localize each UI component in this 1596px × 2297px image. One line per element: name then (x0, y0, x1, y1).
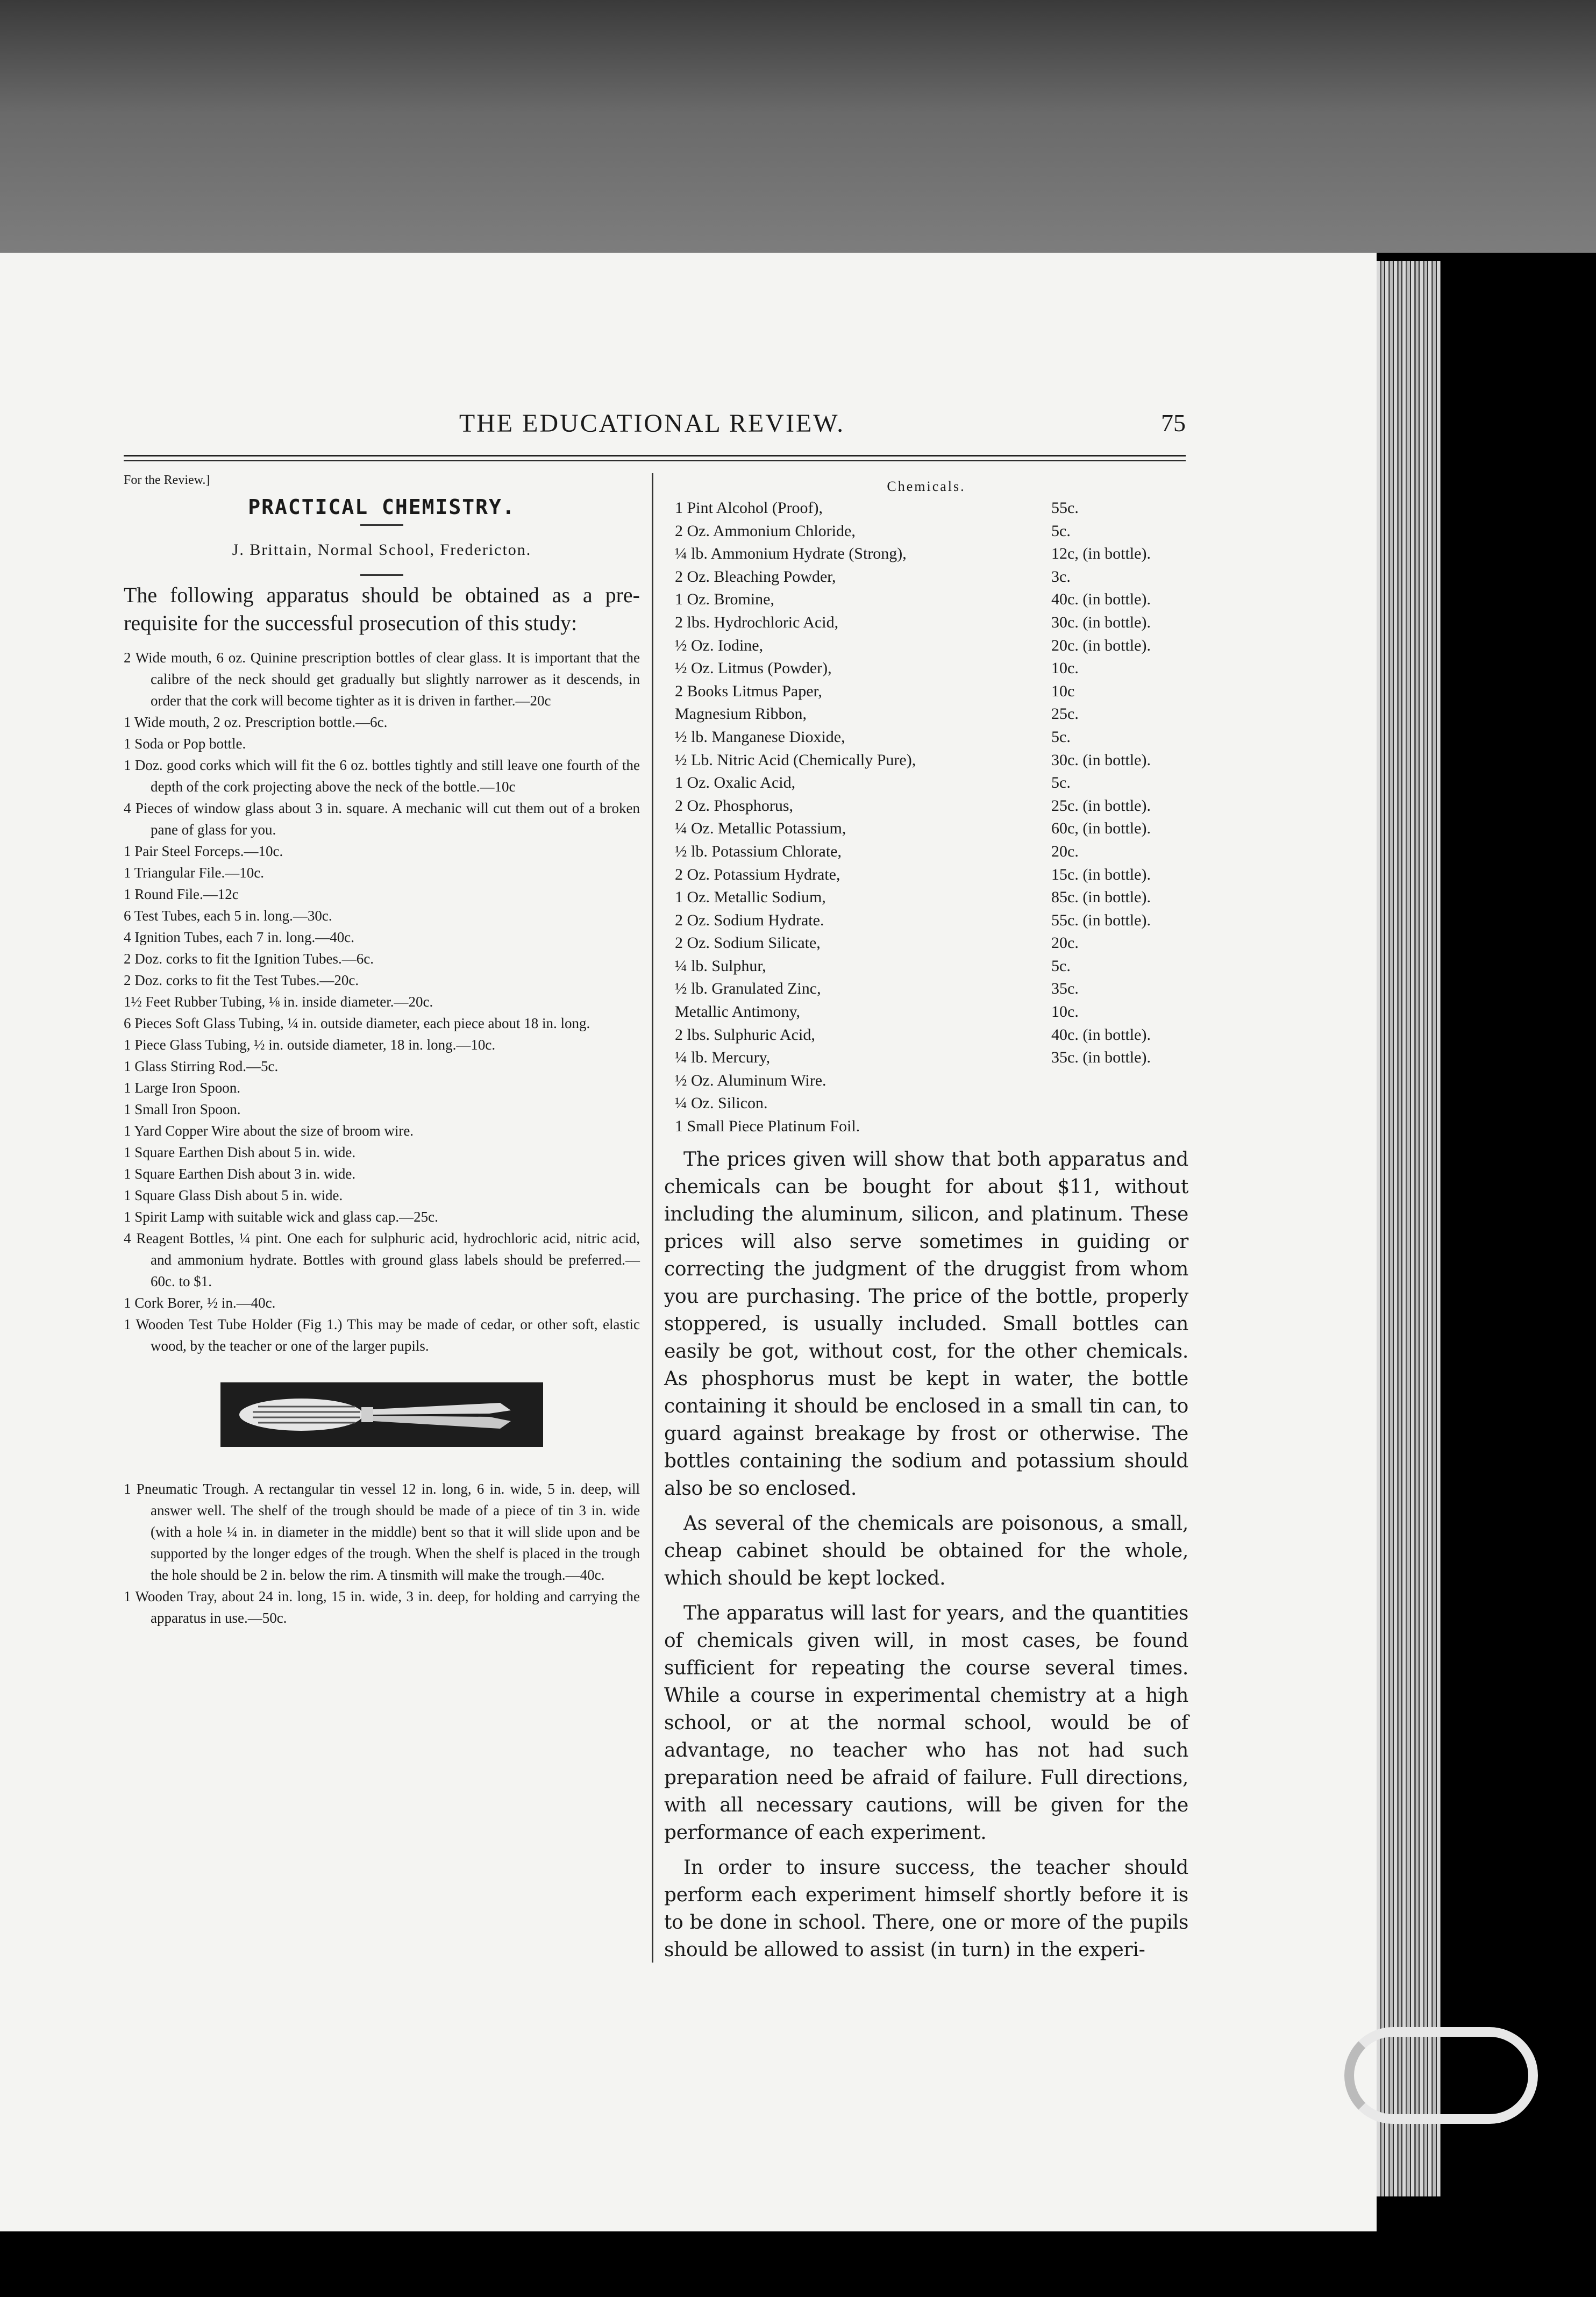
apparatus-item: 1 Pair Steel Forceps.—10c. (124, 843, 283, 859)
chemical-row (664, 726, 1188, 749)
column-divider (652, 473, 653, 1963)
chemical-row (664, 955, 1188, 978)
apparatus-list-continued (124, 1478, 640, 1629)
article-title: PRACTICAL CHEMISTRY. (248, 495, 516, 519)
page-header (118, 409, 1186, 446)
chemical-row (664, 932, 1188, 955)
chemical-name: 1 Oz. Bromine, (675, 590, 774, 609)
chemical-name: 1 Small Piece Platinum Foil. (675, 1117, 860, 1136)
chemical-name: ¼ lb. Ammonium Hydrate (Strong), (675, 545, 907, 563)
chemical-price: 3c. (1051, 567, 1071, 586)
chemical-price: 30c. (in bottle). (1051, 613, 1151, 631)
apparatus-item: 1 Pneumatic Trough. A rectangular tin vessel 12 in. long, 6 in. wide, 5 in. deep, will answer well. The shelf of the trough should be made of a piece of tin 3 in. wide (with a hole ¼ in. in diameter in the middle) bent so that it will slide upon and be supported by the longer edges of the trough. When the shelf is placed in the trough the hole should be 2 in. below the rim. A tinsmith will make the trough.—40c. (124, 1481, 640, 1583)
chemical-name: ½ lb. Potassium Chlorate, (675, 842, 842, 860)
chemical-name: ½ lb. Granulated Zinc, (675, 980, 821, 998)
apparatus-item: 4 Ignition Tubes, each 7 in. long.—40c. (124, 929, 354, 945)
author-rule (360, 574, 403, 576)
header-rule-top (124, 455, 1186, 456)
chemical-price: 85c. (in bottle). (1051, 888, 1151, 907)
apparatus-item: 1 Soda or Pop bottle. (124, 736, 246, 752)
apparatus-item: 2 Wide mouth, 6 oz. Quinine prescription bottles of clear glass. It is important that the calibre of the neck should get gradually but slightly narrower as it descends, in order that the cork will become tighter as it is driven in farther.—20c (124, 650, 640, 709)
chemical-row (664, 680, 1188, 703)
chemical-price: 25c. (1051, 705, 1079, 723)
apparatus-item: 1 Wooden Tray, about 24 in. long, 15 in. wide, 3 in. deep, for holding and carrying the apparatus in use.—50c. (124, 1588, 640, 1626)
binder-ring (1344, 2027, 1538, 2124)
apparatus-item: 6 Pieces Soft Glass Tubing, ¼ in. outside diameter, each piece about 18 in. long. (124, 1015, 590, 1031)
apparatus-item: 1 Square Glass Dish about 5 in. wide. (124, 1187, 343, 1203)
chemical-row (664, 795, 1188, 818)
body-paragraph: The apparatus will last for years, and the quantities of chemicals given will, in most cases, be found sufficient for repeating the course several times. While a course in experimental chemistry at a high school, or at the normal school, would be of advantage, no teacher who has not had such preparation need be afraid of failure. Full directions, with all necessary cautions, will be given for the performance of each experiment. (664, 1602, 1188, 1844)
chemical-row (664, 634, 1188, 658)
chemical-name: ¼ Oz. Metallic Potassium, (675, 819, 846, 838)
chemical-price: 40c. (in bottle). (1051, 590, 1151, 609)
chemical-row (664, 909, 1188, 932)
chemical-row (664, 566, 1188, 589)
apparatus-item: 1 Square Earthen Dish about 5 in. wide. (124, 1144, 356, 1160)
chemical-price: 20c. (1051, 842, 1079, 860)
chemical-row (664, 1092, 1188, 1115)
chemical-name: 2 lbs. Hydrochloric Acid, (675, 613, 839, 631)
chemical-row (664, 1001, 1188, 1024)
chemical-name: Metallic Antimony, (675, 1003, 801, 1021)
running-title: THE EDUCATIONAL REVIEW. (459, 409, 845, 438)
test-tube-holder-figure (220, 1382, 543, 1447)
chemical-row (664, 497, 1188, 520)
chemical-price: 15c. (in bottle). (1051, 865, 1151, 883)
chemical-price: 12c, (in bottle). (1051, 545, 1151, 563)
chemical-name: ¼ lb. Mercury, (675, 1048, 771, 1067)
chemical-price: 25c. (in bottle). (1051, 796, 1151, 815)
chemical-price: 55c. (1051, 499, 1079, 517)
apparatus-list (124, 647, 640, 1357)
apparatus-item: 1 Glass Stirring Rod.—5c. (124, 1058, 279, 1074)
chemical-row (664, 772, 1188, 795)
chemical-row (664, 543, 1188, 566)
chemical-name: ¼ Oz. Silicon. (675, 1094, 768, 1112)
for-review-note: For the Review.] (124, 473, 210, 487)
apparatus-item: 1 Doz. good corks which will fit the 6 oz. bottles tightly and still leave one fourth of the depth of the cork projecting above the neck of the bottle.—10c (124, 757, 640, 795)
chemical-row (664, 978, 1188, 1001)
chemical-price: 10c. (1051, 1003, 1079, 1021)
chemical-price: 10c (1051, 682, 1075, 700)
chemical-name: ¼ lb. Sulphur, (675, 957, 766, 975)
chemicals-list (664, 497, 1188, 1138)
chemical-price: 5c. (1051, 727, 1071, 746)
chemical-row (664, 520, 1188, 543)
chemical-price: 35c. (1051, 980, 1079, 998)
chemical-row (664, 886, 1188, 909)
apparatus-item: 1 Yard Copper Wire about the size of broom wire. (124, 1123, 414, 1139)
chemical-price: 5c. (1051, 957, 1071, 975)
chemical-price: 20c. (in bottle). (1051, 636, 1151, 654)
chemical-row (664, 611, 1188, 634)
chemical-price: 35c. (in bottle). (1051, 1048, 1151, 1067)
body-paragraph: In order to insure success, the teacher should perform each experiment himself shortly before it is to be done in school. There, one or more of the pupils should be allowed to assist (in turn) in the experi- (664, 1856, 1188, 1961)
chemical-price: 5c. (1051, 522, 1071, 540)
left-column (124, 473, 640, 1629)
apparatus-item: 1 Triangular File.—10c. (124, 865, 264, 881)
page-number: 75 (1161, 409, 1186, 437)
chemical-name: 2 lbs. Sulphuric Acid, (675, 1025, 815, 1044)
chemical-price: 10c. (1051, 659, 1079, 677)
apparatus-item: 1 Wooden Test Tube Holder (Fig 1.) This may be made of cedar, or other soft, elastic wood, by the teacher or one of the larger pupils. (124, 1316, 640, 1354)
apparatus-item: 4 Pieces of window glass about 3 in. square. A mechanic will cut them out of a broken pane of glass for you. (124, 800, 640, 838)
scan-background (0, 0, 1596, 253)
chemical-row (664, 1024, 1188, 1047)
chemical-row (664, 657, 1188, 680)
chemical-name: 2 Oz. Sodium Hydrate. (675, 911, 824, 929)
chemical-row (664, 1115, 1188, 1138)
apparatus-item: 4 Reagent Bottles, ¼ pint. One each for sulphuric acid, hydrochloric acid, nitric acid, and ammonium hydrate. Bottles with ground glass labels should be preferred.—60c. to $1. (124, 1230, 640, 1289)
apparatus-item: 1 Spirit Lamp with suitable wick and glass cap.—25c. (124, 1209, 438, 1225)
chemical-name: ½ Oz. Litmus (Powder), (675, 659, 832, 677)
chemical-row (664, 840, 1188, 864)
apparatus-item: 1 Piece Glass Tubing, ½ in. outside diameter, 18 in. long.—10c. (124, 1037, 496, 1053)
apparatus-item: 2 Doz. corks to fit the Ignition Tubes.—6c. (124, 951, 374, 967)
chemical-price: 20c. (1051, 934, 1079, 952)
chemical-name: 2 Oz. Bleaching Powder, (675, 567, 836, 586)
chemical-name: 2 Oz. Ammonium Chloride, (675, 522, 856, 540)
chemical-row (664, 749, 1188, 772)
chemical-row (664, 864, 1188, 887)
chemical-name: Magnesium Ribbon, (675, 705, 807, 723)
chemical-row (664, 1069, 1188, 1093)
chemical-name: 1 Oz. Oxalic Acid, (675, 774, 796, 792)
chemical-name: 1 Oz. Metallic Sodium, (675, 888, 826, 907)
chemical-price: 40c. (in bottle). (1051, 1025, 1151, 1044)
body-paragraph: As several of the chemicals are poisonous, a small, cheap cabinet should be obtained for the whole, which should be kept locked. (664, 1512, 1188, 1589)
body-paragraphs (664, 1146, 1188, 1964)
chemical-price: 60c, (in bottle). (1051, 819, 1151, 838)
body-paragraph: The prices given will show that both apparatus and chemicals can be bought for about $11, without including the aluminum, silicon, and platinum. These prices will also serve sometimes in guiding or correcting the judgment of the druggist from whom you are purchasing. The price of the bottle, properly stoppered, is usually included. Small bottles can easily be got, without cost, for the other chemicals. As phosphorus must be kept in water, the bottle containing it should be enclosed in a small tin can, to guard against breakage by frost or otherwise. The bottles containing the sodium and potassium should also be so enclosed. (664, 1148, 1188, 1500)
apparatus-item: 1 Square Earthen Dish about 3 in. wide. (124, 1166, 356, 1182)
chemicals-heading: Chemicals. (887, 479, 966, 494)
chemical-row (664, 703, 1188, 726)
chemical-name: 2 Oz. Sodium Silicate, (675, 934, 821, 952)
apparatus-item: 2 Doz. corks to fit the Test Tubes.—20c. (124, 972, 359, 988)
chemical-price: 55c. (in bottle). (1051, 911, 1151, 929)
chemical-name: 2 Oz. Phosphorus, (675, 796, 794, 815)
chemical-name: 2 Oz. Potassium Hydrate, (675, 865, 840, 883)
apparatus-item: 1 Large Iron Spoon. (124, 1080, 240, 1096)
chemical-name: ½ Oz. Aluminum Wire. (675, 1071, 826, 1089)
chemical-name: 2 Books Litmus Paper, (675, 682, 822, 700)
apparatus-item: 1 Small Iron Spoon. (124, 1101, 241, 1117)
chemical-name: 1 Pint Alcohol (Proof), (675, 499, 823, 517)
title-rule (360, 524, 403, 526)
chemical-row (664, 588, 1188, 611)
chemical-name: ½ Lb. Nitric Acid (Chemically Pure), (675, 751, 916, 769)
author-line: J. Brittain, Normal School, Fredericton. (232, 541, 532, 559)
chemical-row (664, 817, 1188, 840)
chemical-name: ½ lb. Manganese Dioxide, (675, 727, 845, 746)
chemical-price: 30c. (in bottle). (1051, 751, 1151, 769)
apparatus-item: 6 Test Tubes, each 5 in. long.—30c. (124, 908, 332, 924)
header-rule-bottom (124, 460, 1186, 461)
chemical-name: ½ Oz. Iodine, (675, 636, 764, 654)
right-column (664, 479, 1188, 1964)
chemical-price: 5c. (1051, 774, 1071, 792)
page-edges (1377, 261, 1441, 2196)
apparatus-item: 1 Wide mouth, 2 oz. Prescription bottle.—6c. (124, 714, 388, 730)
chemical-row (664, 1046, 1188, 1069)
intro-paragraph: The following apparatus should be obtained as a pre-requisite for the successful prosecution of this study: (124, 583, 640, 635)
apparatus-item: 1 Round File.—12c (124, 886, 239, 902)
apparatus-item: 1½ Feet Rubber Tubing, ⅛ in. inside diameter.—20c. (124, 994, 433, 1010)
apparatus-item: 1 Cork Borer, ½ in.—40c. (124, 1295, 276, 1311)
